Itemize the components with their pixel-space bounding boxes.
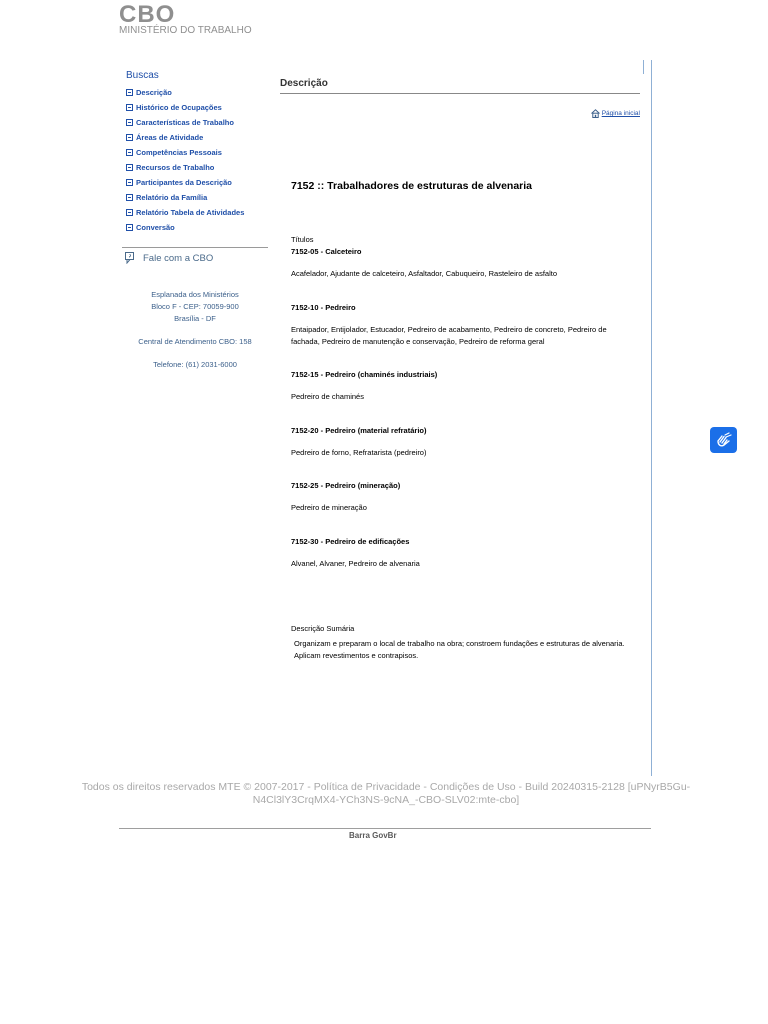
sidebar-item-descricao[interactable] xyxy=(122,85,268,100)
address-block xyxy=(122,289,268,371)
sidebar-item-label: Participantes da Descrição xyxy=(136,178,232,187)
sidebar-item-relatorio-familia[interactable] xyxy=(122,190,268,205)
logo-subtitle: MINISTÉRIO DO TRABALHO xyxy=(119,25,252,36)
home-link[interactable] xyxy=(591,109,640,118)
titles-label: Títulos xyxy=(291,235,314,244)
expand-box-icon xyxy=(126,89,133,96)
content-divider xyxy=(651,60,652,776)
sidebar-item-conversao[interactable] xyxy=(122,220,268,235)
address-line: Bloco F - CEP: 70059-900 xyxy=(151,302,239,311)
footer xyxy=(60,781,712,807)
footer-copyright: Todos os direitos reservados MTE © 2007-2017 - Política de Privacidade - Condições de Uso - Build 20240315-2128 [uPNyrB5Gu- xyxy=(81,781,691,793)
address-line: Brasília - DF xyxy=(174,314,216,323)
cbo-logo[interactable] xyxy=(119,3,252,36)
title-description: Alvanel, Alvaner, Pedreiro de alvenaria xyxy=(291,559,420,568)
phone-number: Telefone: (61) 2031-6000 xyxy=(153,360,237,369)
sidebar-title: Buscas xyxy=(126,70,159,81)
expand-box-icon xyxy=(126,119,133,126)
sidebar-item-historico[interactable] xyxy=(122,100,268,115)
govbr-bar: Barra GovBr xyxy=(349,831,397,840)
title-code: 7152-10 - Pedreiro xyxy=(291,303,356,312)
sidebar xyxy=(122,70,268,371)
sidebar-item-label: Áreas de Atividade xyxy=(136,133,204,142)
home-link-label: Página inicial xyxy=(601,110,640,117)
sidebar-item-label: Competências Pessoais xyxy=(136,148,222,157)
expand-box-icon xyxy=(126,164,133,171)
title-code: 7152-20 - Pedreiro (material refratário) xyxy=(291,426,427,435)
title-description: Pedreiro de mineração xyxy=(291,503,367,512)
expand-box-icon xyxy=(126,104,133,111)
sidebar-item-caracteristicas[interactable] xyxy=(122,115,268,130)
expand-box-icon xyxy=(126,134,133,141)
sidebar-item-label: Histórico de Ocupações xyxy=(136,103,222,112)
sidebar-divider xyxy=(122,247,268,248)
expand-box-icon xyxy=(126,224,133,231)
summary-text: Organizam e preparam o local de trabalho na obra; constroem fundações e estruturas de alvenaria. Aplicam revestimentos e contrapisos. xyxy=(294,639,625,660)
summary-label: Descrição Sumária xyxy=(291,624,355,633)
chat-icon xyxy=(125,252,136,264)
sidebar-item-label: Relatório Tabela de Atividades xyxy=(136,208,245,217)
contact-cbo-link[interactable] xyxy=(125,252,268,264)
contact-cbo-label: Fale com a CBO xyxy=(143,252,214,264)
expand-box-icon xyxy=(126,194,133,201)
title-description: Acafelador, Ajudante de calceteiro, Asfaltador, Cabuqueiro, Rasteleiro de asfalto xyxy=(291,269,558,278)
title-description: Pedreiro de chaminés xyxy=(291,392,364,401)
accessibility-button[interactable] xyxy=(710,427,737,453)
title-code: 7152-15 - Pedreiro (chaminés industriais) xyxy=(291,370,438,379)
footer-build: N4Cl3lY3CrqMX4-YCh3NS-9cNA_-CBO-SLV02:mte-cbo] xyxy=(252,794,520,806)
footer-divider xyxy=(119,828,651,829)
expand-box-icon xyxy=(126,179,133,186)
title-description: Pedreiro de forno, Refratarista (pedreiro) xyxy=(291,448,427,457)
sidebar-item-areas[interactable] xyxy=(122,130,268,145)
expand-box-icon xyxy=(126,149,133,156)
central-atendimento: Central de Atendimento CBO: 158 xyxy=(138,337,252,346)
sidebar-item-competencias[interactable] xyxy=(122,145,268,160)
logo-title: CBO xyxy=(119,1,176,28)
sidebar-item-label: Relatório da Família xyxy=(136,193,208,202)
title-code: 7152-05 - Calceteiro xyxy=(291,247,362,256)
expand-box-icon xyxy=(126,209,133,216)
title-code: 7152-30 - Pedreiro de edificações xyxy=(291,537,410,546)
page-title: Descrição xyxy=(280,78,640,94)
main-content xyxy=(280,78,640,660)
sidebar-item-label: Características de Trabalho xyxy=(136,118,234,127)
address-line: Esplanada dos Ministérios xyxy=(151,290,239,299)
title-description: Entaipador, Entijolador, Estucador, Pedreiro de acabamento, Pedreiro de concreto, Pedreiro de fachada, Pedreiro de manutenção e conservação, Pedreiro de reforma geral xyxy=(291,325,607,346)
sidebar-item-label: Conversão xyxy=(136,223,175,232)
content-divider xyxy=(643,60,644,74)
sidebar-item-label: Recursos de Trabalho xyxy=(136,163,215,172)
sidebar-item-participantes[interactable] xyxy=(122,175,268,190)
home-icon xyxy=(591,109,600,118)
sidebar-item-recursos[interactable] xyxy=(122,160,268,175)
title-code: 7152-25 - Pedreiro (mineração) xyxy=(291,481,401,490)
occupation-title: 7152 :: Trabalhadores de estruturas de alvenaria xyxy=(291,180,533,192)
sign-language-icon xyxy=(715,432,733,448)
sidebar-item-label: Descrição xyxy=(136,88,172,97)
sidebar-item-relatorio-tabela[interactable] xyxy=(122,205,268,220)
